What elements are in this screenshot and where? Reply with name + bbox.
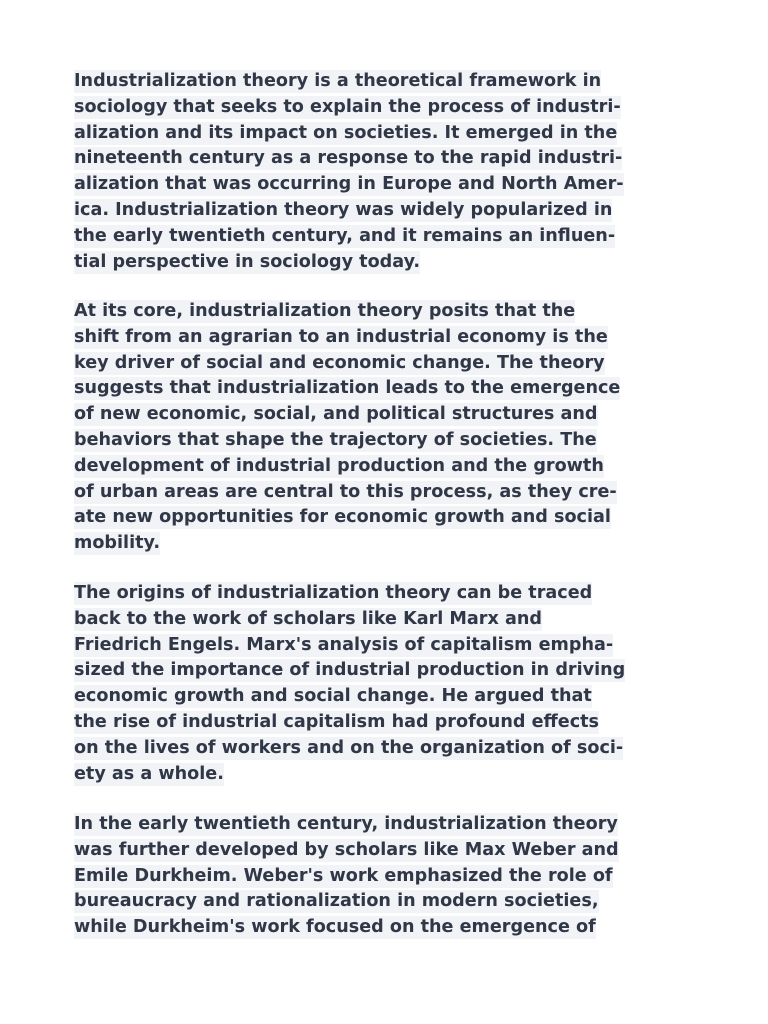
text-line: of new economic, social, and political structures and bbox=[74, 404, 598, 425]
text-line: behaviors that shape the trajectory of societies. The bbox=[74, 429, 597, 450]
text-line: The origins of industrialization theory can be traced bbox=[74, 583, 593, 603]
text-line: while Durkheim's work focused on the emergence of bbox=[74, 917, 596, 938]
text-line: alization and its impact on societies. It emerged in the bbox=[74, 122, 618, 143]
paragraph-2 bbox=[74, 299, 704, 557]
text-line: was further developed by scholars like Max Weber and bbox=[74, 839, 619, 860]
text-line: key driver of social and economic change. The theory bbox=[74, 352, 605, 373]
text-line: ate new opportunities for economic growth and social bbox=[74, 507, 611, 528]
text-line: development of industrial production and the growth bbox=[74, 455, 604, 476]
text-line: sociology that seeks to explain the process of industri- bbox=[74, 96, 621, 117]
text-line: of urban areas are central to this process, as they cre- bbox=[74, 481, 617, 502]
text-line: mobility. bbox=[74, 533, 161, 554]
text-line: tial perspective in sociology today. bbox=[74, 251, 421, 272]
text-line: on the lives of workers and on the organization of soci- bbox=[74, 737, 624, 758]
text-line: economic growth and social change. He argued that bbox=[74, 686, 592, 707]
text-line: Emile Durkheim. Weber's work emphasized the role of bbox=[74, 865, 613, 886]
text-line: the early twentieth century, and it remains an influen- bbox=[74, 225, 616, 246]
text-line: sized the importance of industrial production in driving bbox=[74, 660, 626, 681]
text-line: ica. Industrialization theory was widely popularized in bbox=[74, 199, 613, 220]
paragraph-3 bbox=[74, 581, 704, 787]
text-line: bureaucracy and rationalization in modern societies, bbox=[74, 891, 599, 912]
text-line: At its core, industrialization theory posits that the bbox=[74, 301, 576, 321]
text-line: back to the work of scholars like Karl Marx and bbox=[74, 608, 542, 629]
paragraph-1 bbox=[74, 69, 704, 275]
paragraph-4 bbox=[74, 812, 704, 941]
text-line: shift from an agrarian to an industrial economy is the bbox=[74, 326, 608, 347]
text-line: In the early twentieth century, industrialization theory bbox=[74, 814, 618, 834]
text-line: ety as a whole. bbox=[74, 763, 224, 784]
text-line: the rise of industrial capitalism had profound effects bbox=[74, 711, 600, 732]
text-line: alization that was occurring in Europe and North Amer- bbox=[74, 174, 624, 195]
text-line: Industrialization theory is a theoretical framework in bbox=[74, 71, 602, 91]
text-line: nineteenth century as a response to the rapid industri- bbox=[74, 148, 623, 169]
text-line: Friedrich Engels. Marx's analysis of capitalism empha- bbox=[74, 634, 614, 655]
text-line: suggests that industrialization leads to the emergence bbox=[74, 378, 621, 399]
